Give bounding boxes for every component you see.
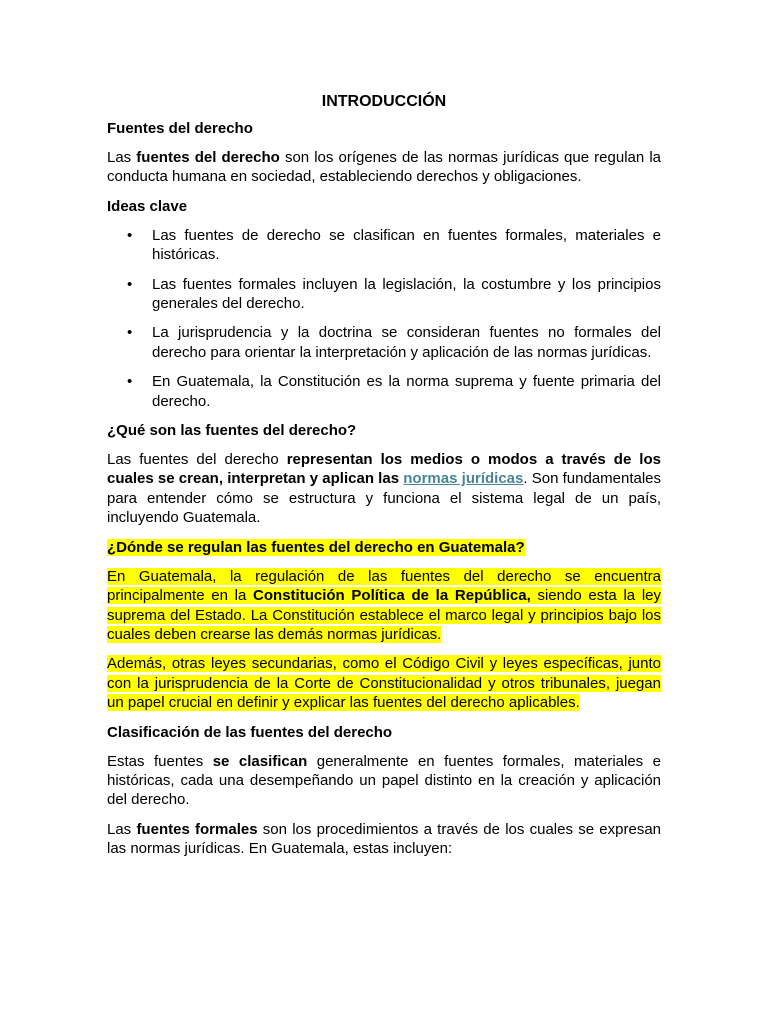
list-item-text: La jurisprudencia y la doctrina se consideran fuentes no formales del derecho para orientar la interpretación y aplicación de las normas jurídicas. [152,324,661,361]
bullet-icon: • [127,373,133,391]
paragraph-que-son [107,450,661,528]
list-item-text: En Guatemala, la Constitución es la norma suprema y fuente primaria del derecho. [152,373,661,410]
highlighted-text: Además, otras leyes secundarias, como el Código Civil y leyes específicas, junto con la jurisprudencia de la Corte de Constitucionalidad y otros tribunales, juegan un papel crucial en definir y explicar las fuentes del derecho aplicables. [107,655,661,712]
text-run: Las [107,820,137,838]
text-run: Las [107,149,137,166]
text-run: siendo esta la ley suprema del Estado. La Constitución establece el marco legal y principios bajo los cuales deben crearse las demás normas jurídicas. [107,587,662,643]
highlighted-heading: ¿Dónde se regulan las fuentes del derecho en Guatemala? [107,538,525,556]
bold-term: representan los medios o modos a través de los cuales se crean, interpretan y aplican las [107,451,661,488]
bullet-icon: • [127,324,133,342]
highlighted-text [107,568,661,643]
list-item [107,323,661,362]
heading-que-son: ¿Qué son las fuentes del derecho? [107,422,357,440]
text-run: En Guatemala, la regulación de las fuentes del derecho se encuentra principalmente en la [107,567,661,605]
text-run: Estas fuentes [107,752,213,770]
paragraph-fuentes-formales [107,820,661,859]
heading-fuentes-del-derecho: Fuentes del derecho [107,120,253,137]
list-item [107,275,661,314]
heading-donde-se-regulan [107,538,661,557]
list-item-text: Las fuentes formales incluyen la legislación, la costumbre y los principios generales del derecho. [152,275,661,313]
bold-term: Constitución Política de la República, [253,587,531,605]
text-run: Las fuentes del derecho [107,451,287,469]
document-title: INTRODUCCIÓN [321,93,447,110]
bullet-icon: • [127,275,133,293]
text-run: . Son fundamentales para entender cómo se estructura y funciona el sistema legal de un país, incluyendo Guatemala. [107,470,662,527]
bold-term: se clasifican [212,752,308,770]
document-body [107,92,661,869]
normas-juridicas-link[interactable]: normas jurídicas [403,470,524,488]
ideas-list [107,226,661,411]
paragraph-clasificacion [107,752,661,810]
heading-clasificacion: Clasificación de las fuentes del derecho [107,723,393,741]
paragraph-leyes-secundarias [107,654,661,712]
bold-term: fuentes del derecho [136,149,280,166]
text-run: generalmente en fuentes formales, materiales e históricas, cada una desempeñando un papel distinto en la creación y aplicación del derecho. [107,752,661,809]
list-item-text: Las fuentes de derecho se clasifican en fuentes formales, materiales e históricas. [152,226,661,264]
bullet-icon: • [127,226,133,244]
list-item [107,372,661,411]
text-run: son los orígenes de las normas jurídicas que regulan la conducta humana en sociedad, estableciendo derechos y obligaciones. [107,149,661,186]
text-run: son los procedimientos a través de los cuales se expresan las normas jurídicas. En Guatemala, estas incluyen: [107,820,662,858]
paragraph-regulacion [107,567,661,645]
heading-ideas-clave: Ideas clave [107,197,188,215]
paragraph-definition [107,148,661,187]
list-item [107,226,661,265]
bold-term: fuentes formales [136,820,258,838]
